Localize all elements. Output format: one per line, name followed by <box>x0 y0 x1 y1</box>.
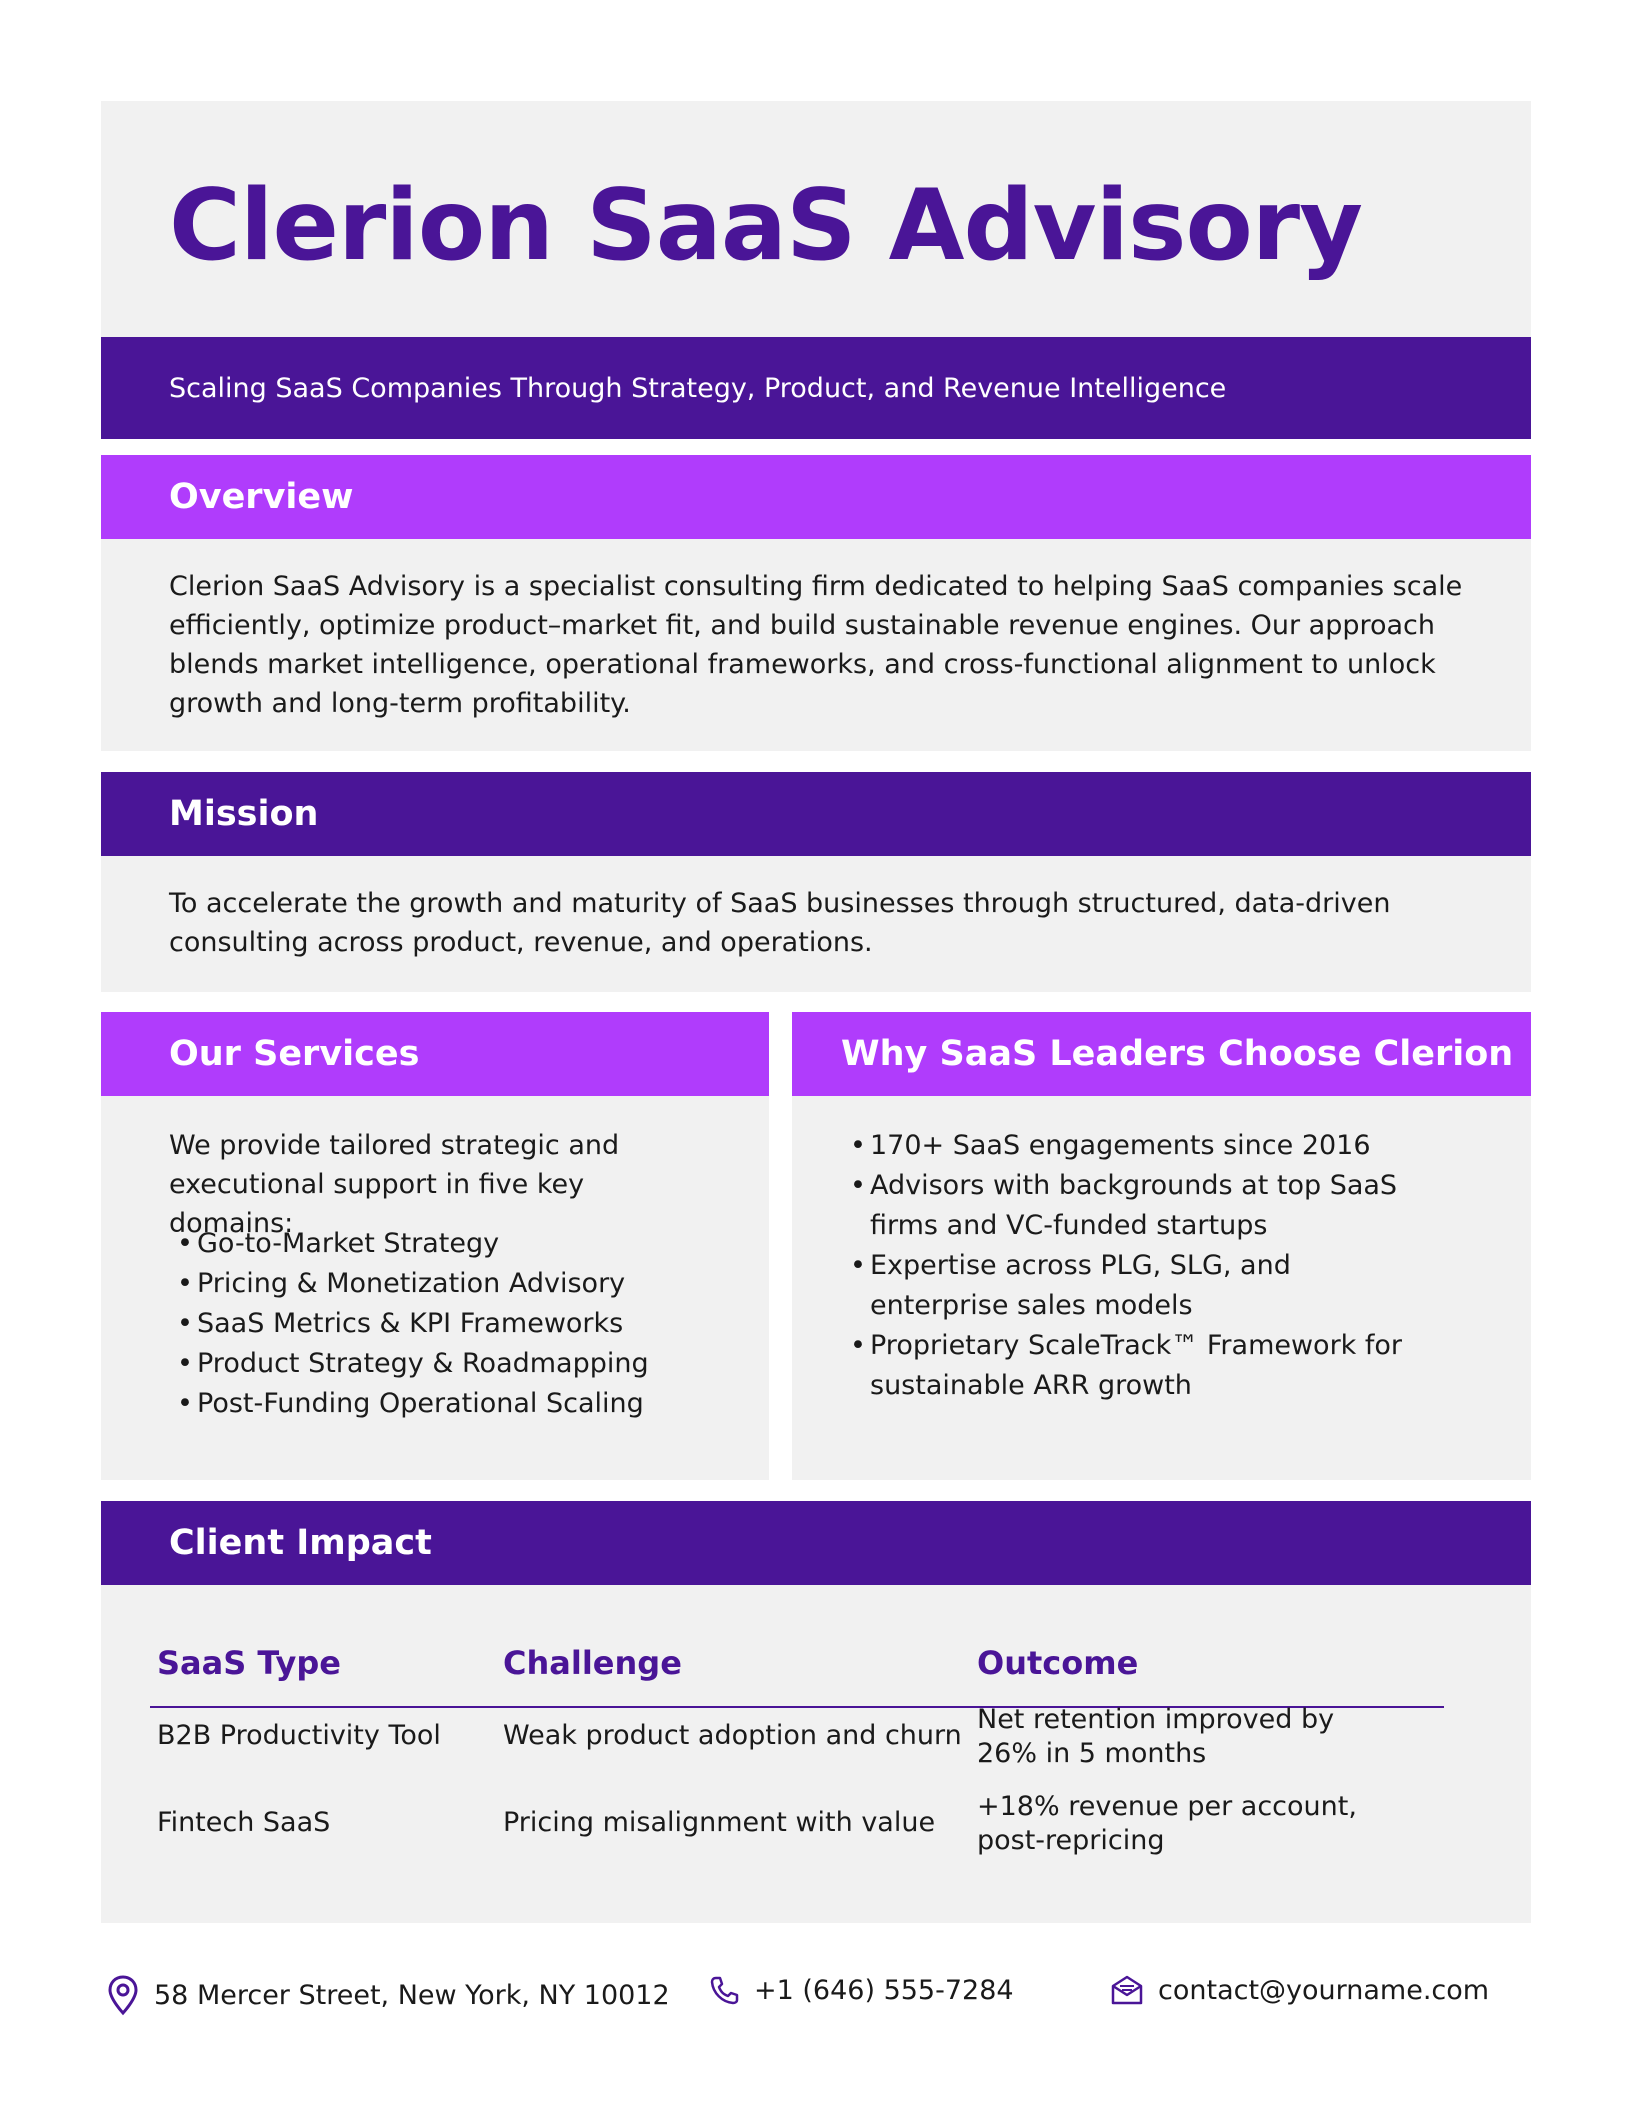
email-icon <box>1110 1974 1144 2006</box>
services-list <box>177 1224 737 1424</box>
mission-panel <box>101 856 1531 992</box>
mission-header <box>101 772 1531 856</box>
table-cell: Net retention improved by 26% in 5 months <box>977 1704 1335 1769</box>
list-item: • Go-to-Market Strategy <box>177 1224 737 1264</box>
phone-icon <box>708 1974 740 2006</box>
location-pin-icon <box>106 1974 140 2016</box>
page-title: Clerion SaaS Advisory <box>169 169 1362 283</box>
contact-email[interactable] <box>1110 1974 1489 2006</box>
why-list <box>850 1126 1410 1406</box>
why-heading: Why SaaS Leaders Choose Clerion <box>841 1034 1514 1074</box>
tagline-bar <box>101 337 1531 439</box>
why-panel <box>792 1096 1531 1480</box>
phone-text[interactable]: +1 (646) 555-7284 <box>754 1974 1014 2006</box>
list-item: • Expertise across PLG, SLG, and enterprise sales models <box>850 1246 1410 1326</box>
column-header-outcome: Outcome <box>977 1644 1139 1682</box>
title-block <box>101 101 1531 337</box>
contact-address <box>106 1974 670 2016</box>
mission-heading: Mission <box>169 794 319 834</box>
table-cell: Pricing misalignment with value <box>503 1807 936 1838</box>
impact-heading: Client Impact <box>169 1523 432 1563</box>
impact-header <box>101 1501 1531 1585</box>
column-header-challenge: Challenge <box>503 1644 682 1682</box>
overview-panel <box>101 539 1531 751</box>
table-cell: +18% revenue per account, post-repricing <box>977 1791 1357 1856</box>
overview-heading: Overview <box>169 477 354 517</box>
list-item: • Product Strategy & Roadmapping <box>177 1344 737 1384</box>
list-item: • Pricing & Monetization Advisory <box>177 1264 737 1304</box>
why-header <box>792 1012 1531 1096</box>
table-cell: B2B Productivity Tool <box>157 1720 441 1751</box>
table-cell: Fintech SaaS <box>157 1807 331 1838</box>
table-cell: Weak product adoption and churn <box>503 1720 962 1751</box>
column-header-saas-type: SaaS Type <box>157 1644 341 1682</box>
overview-text: Clerion SaaS Advisory is a specialist consulting firm dedicated to helping SaaS companies scale efficiently, optimize product–market fit, and build sustainable revenue engines. Our approach blends market intelligence, operational frameworks, and cross-functional alignment to unlock growth and long-term profitability. <box>169 571 1463 719</box>
list-item: • Post-Funding Operational Scaling <box>177 1384 737 1424</box>
services-header <box>101 1012 769 1096</box>
address-text: 58 Mercer Street, New York, NY 10012 <box>154 1979 670 2011</box>
services-heading: Our Services <box>169 1034 420 1074</box>
services-intro: We provide tailored strategic and executional support in five key domains: <box>169 1130 620 1239</box>
email-text[interactable]: contact@yourname.com <box>1158 1974 1490 2006</box>
overview-header <box>101 455 1531 539</box>
list-item: • Advisors with backgrounds at top SaaS firms and VC-funded startups <box>850 1166 1410 1246</box>
list-item: • SaaS Metrics & KPI Frameworks <box>177 1304 737 1344</box>
contact-phone[interactable] <box>708 1974 1014 2006</box>
tagline: Scaling SaaS Companies Through Strategy, Product, and Revenue Intelligence <box>169 372 1227 404</box>
mission-text: To accelerate the growth and maturity of SaaS businesses through structured, data-driven consulting across product, revenue, and operations. <box>169 888 1391 958</box>
list-item: • 170+ SaaS engagements since 2016 <box>850 1126 1410 1166</box>
services-panel <box>101 1096 769 1480</box>
list-item: • Proprietary ScaleTrack™ Framework for sustainable ARR growth <box>850 1326 1410 1406</box>
